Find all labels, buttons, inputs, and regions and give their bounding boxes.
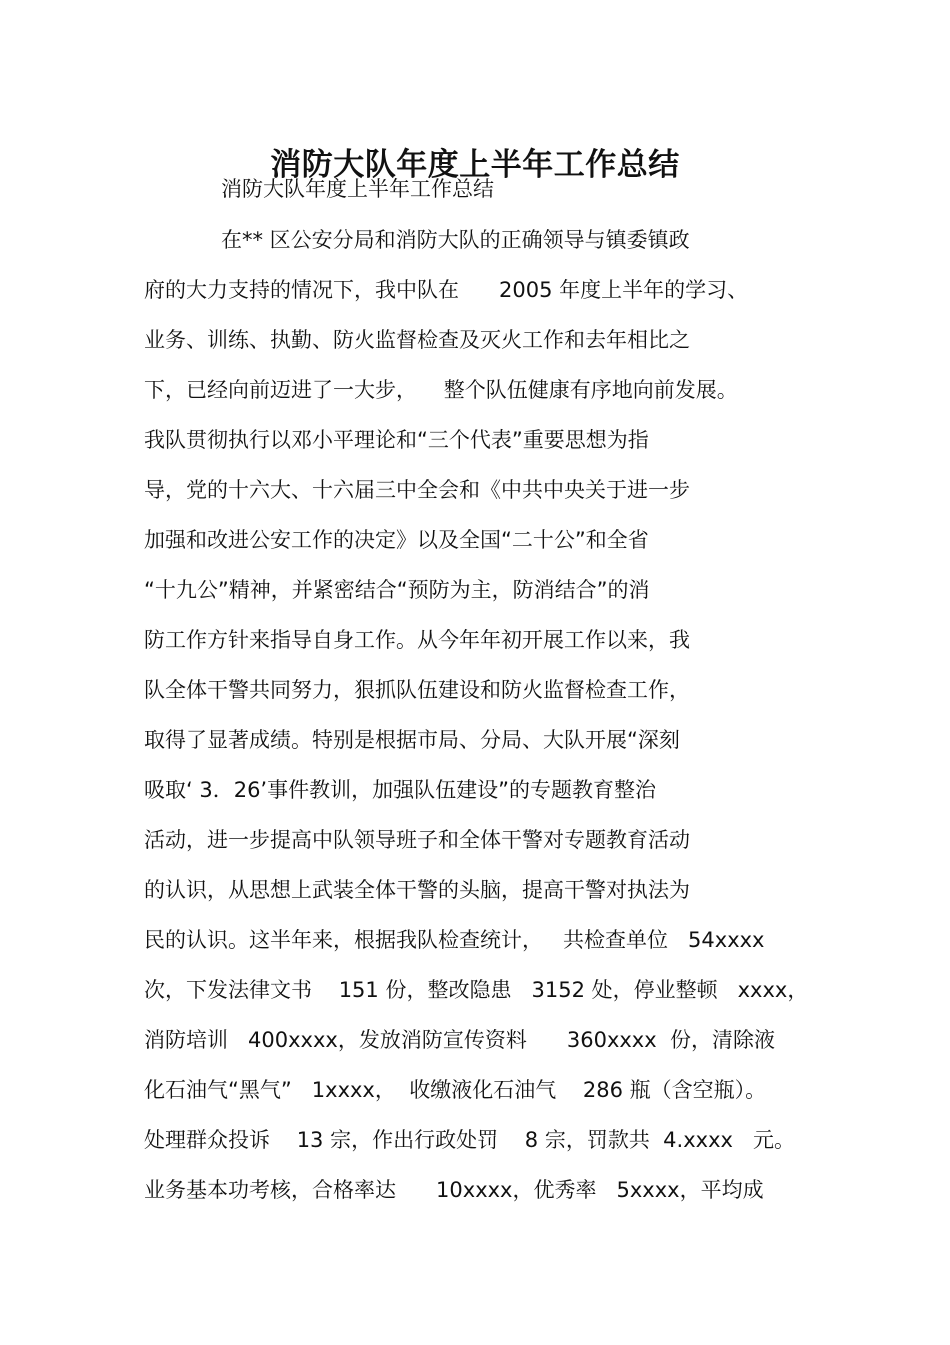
paragraph-line: 活动，进一步提高中队领导班子和全体干警对专题教育活动 — [144, 828, 690, 852]
paragraph-line: 次，下发法律文书 151 份，整改隐患 3152 处，停业整顿 xxxx， — [144, 978, 809, 1002]
paragraph-line: 导，党的十六大、十六届三中全会和《中共中央关于进一步 — [144, 478, 690, 502]
paragraph-line: 吸取‘ 3．26’事件教训，加强队伍建设”的专题教育整治 — [144, 778, 656, 802]
paragraph-line: 加强和改进公安工作的决定》以及全国“二十公”和全省 — [144, 528, 649, 552]
paragraph-line: 我队贯彻执行以邓小平理论和“三个代表”重要思想为指 — [144, 428, 649, 452]
paragraph-line: 业务、训练、执勤、防火监督检查及灭火工作和去年相比之 — [144, 328, 690, 352]
paragraph-line: 府的大力支持的情况下，我中队在 2005 年度上半年的学习、 — [144, 278, 749, 302]
paragraph-line: 取得了显著成绩。特别是根据市局、分局、大队开展“深刻 — [144, 728, 680, 752]
paragraph-line: 化石油气“黑气” 1xxxx， 收缴液化石油气 286 瓶（含空瓶）。 — [144, 1078, 767, 1102]
paragraph-line: 业务基本功考核，合格率达 10xxxx，优秀率 5xxxx，平均成 — [144, 1178, 764, 1202]
paragraph-line: 的认识，从思想上武装全体干警的头脑，提高干警对执法为 — [144, 878, 690, 902]
paragraph-line: 队全体干警共同努力，狠抓队伍建设和防火监督检查工作， — [144, 678, 690, 702]
paragraph-line: 防工作方针来指导自身工作。从今年年初开展工作以来，我 — [144, 628, 690, 652]
paragraph-line: 下，已经向前迈进了一大步， 整个队伍健康有序地向前发展。 — [144, 378, 738, 402]
paragraph-line: “十九公”精神，并紧密结合“预防为主，防消结合”的消 — [144, 578, 650, 602]
paragraph-line: 在** 区公安分局和消防大队的正确领导与镇委镇政 — [221, 228, 690, 252]
paragraph-line: 处理群众投诉 13 宗，作出行政处罚 8 宗，罚款共 4.xxxx 元。 — [144, 1128, 795, 1152]
paragraph-line: 消防培训 400xxxx，发放消防宣传资料 360xxxx 份，清除液 — [144, 1028, 776, 1052]
document-title: 消防大队年度上半年工作总结 — [270, 146, 680, 183]
document-subtitle: 消防大队年度上半年工作总结 — [221, 177, 494, 201]
paragraph-line: 民的认识。这半年来，根据我队检查统计， 共检查单位 54xxxx — [144, 928, 765, 952]
